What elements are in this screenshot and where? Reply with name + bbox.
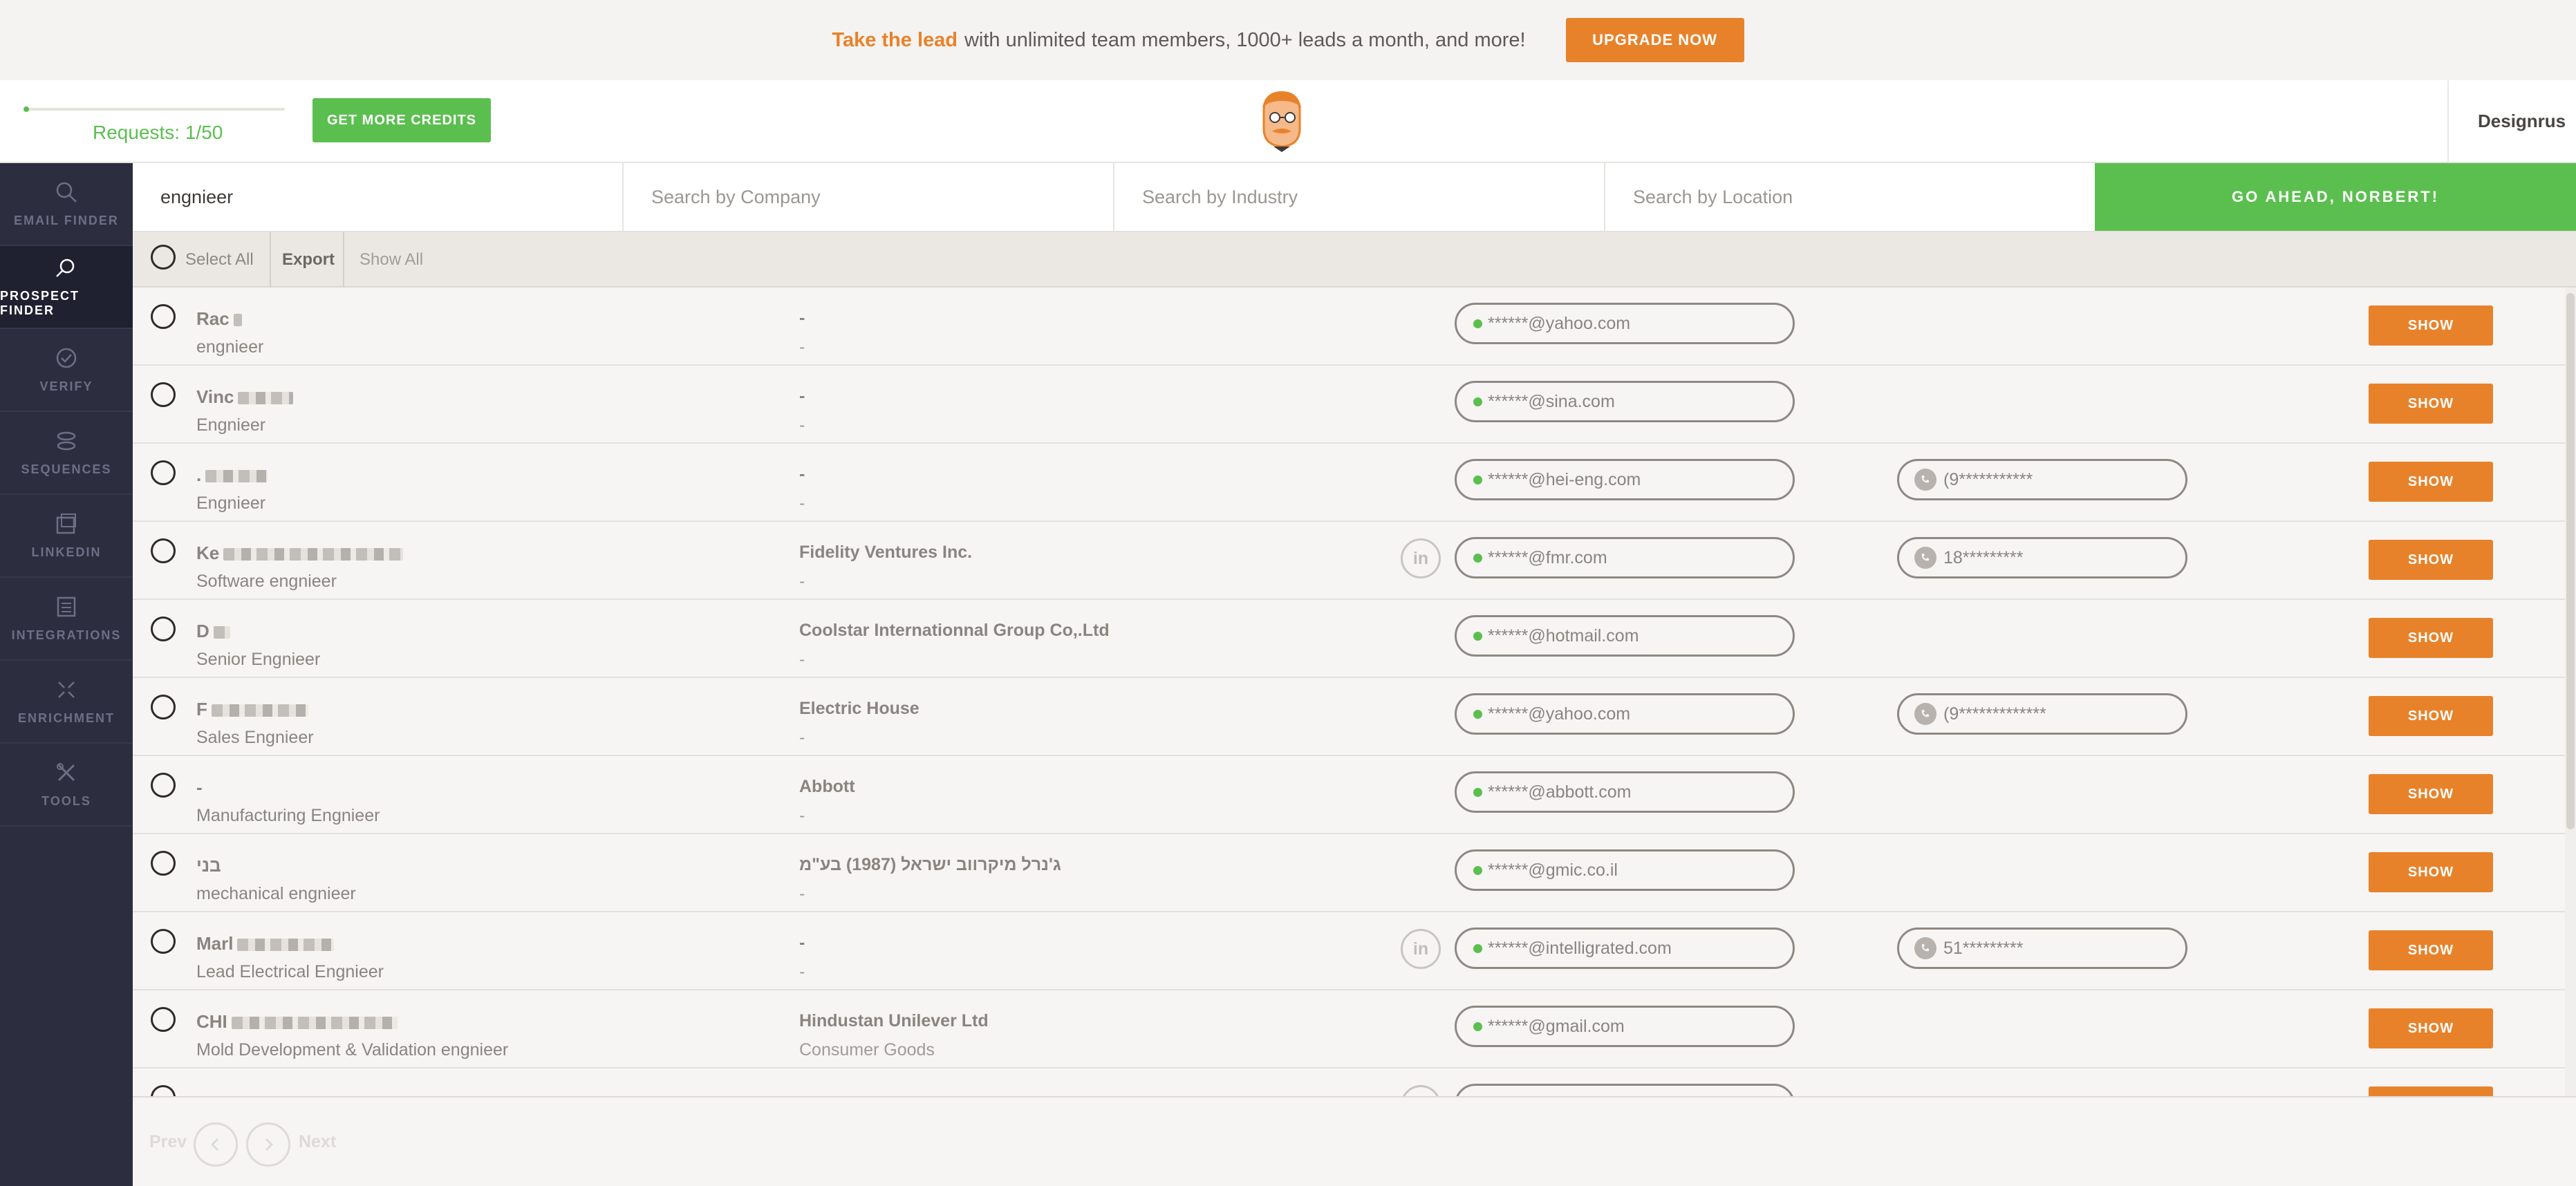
prospect-name bbox=[196, 855, 221, 876]
toolbar-divider bbox=[270, 232, 271, 288]
sidebar-item-label: EMAIL FINDER bbox=[14, 213, 119, 227]
sidebar-item-prospect-finder[interactable] bbox=[0, 246, 133, 329]
tools-icon bbox=[55, 761, 78, 784]
prospect-name bbox=[196, 699, 308, 720]
prospect-name-text: בני bbox=[196, 855, 221, 876]
keyword-search-input[interactable]: engnieer bbox=[133, 163, 624, 231]
linkedin-icon bbox=[55, 512, 78, 536]
email-pill[interactable] bbox=[1455, 693, 1795, 735]
prospect-name-text: Rac bbox=[196, 308, 230, 329]
phone-pill[interactable] bbox=[1897, 928, 2187, 969]
result-row[interactable] bbox=[133, 600, 2566, 678]
toolbar-divider bbox=[343, 232, 344, 288]
row-checkbox[interactable] bbox=[151, 929, 176, 954]
masked-email: ******@gmic.co.il bbox=[1488, 860, 1618, 880]
prospect-title: engnieer bbox=[196, 337, 264, 357]
prospect-industry: - bbox=[799, 572, 805, 591]
show-button[interactable]: SHOW bbox=[2369, 384, 2493, 424]
prospect-name-text: - bbox=[196, 777, 203, 798]
masked-email: ******@intelligrated.com bbox=[1488, 938, 1672, 958]
redacted-name-blur bbox=[223, 548, 403, 561]
email-status-dot-icon bbox=[1473, 710, 1482, 719]
redacted-name-blur bbox=[232, 1017, 398, 1029]
pagination bbox=[133, 1096, 2576, 1186]
masked-email: ******@sina.com bbox=[1488, 391, 1615, 411]
prospect-company: Abbott bbox=[799, 777, 855, 796]
sidebar-item-enrichment[interactable] bbox=[0, 661, 133, 744]
result-row[interactable] bbox=[133, 834, 2566, 912]
prospect-industry: Consumer Goods bbox=[799, 1040, 935, 1060]
show-button[interactable]: SHOW bbox=[2369, 305, 2493, 346]
email-pill[interactable] bbox=[1455, 771, 1795, 813]
sidebar-item-label: SEQUENCES bbox=[21, 462, 112, 476]
prospect-title: Senior Engnieer bbox=[196, 650, 321, 669]
email-pill[interactable] bbox=[1455, 537, 1795, 578]
prospect-company: - bbox=[799, 464, 805, 484]
show-button[interactable]: SHOW bbox=[2369, 696, 2493, 736]
email-pill[interactable] bbox=[1455, 303, 1795, 344]
row-checkbox[interactable] bbox=[151, 851, 176, 876]
header-divider bbox=[2447, 80, 2449, 162]
prospect-company: Coolstar Internationnal Group Co,.Ltd bbox=[799, 621, 1110, 640]
location-search-input[interactable]: Search by Location bbox=[1605, 163, 2096, 231]
email-status-dot-icon bbox=[1473, 866, 1482, 875]
sidebar-item-verify[interactable] bbox=[0, 329, 133, 412]
prev-page-button[interactable] bbox=[194, 1122, 238, 1167]
phone-icon bbox=[1914, 937, 1936, 959]
email-status-dot-icon bbox=[1473, 397, 1482, 406]
masked-email: ******@yahoo.com bbox=[1488, 704, 1631, 724]
industry-search-input[interactable]: Search by Industry bbox=[1114, 163, 1605, 231]
prospect-name bbox=[196, 464, 268, 486]
prospect-search-icon bbox=[55, 256, 78, 279]
promo-highlight: Take the lead bbox=[832, 28, 958, 51]
prospect-name bbox=[196, 386, 293, 408]
sidebar-item-label: TOOLS bbox=[41, 793, 91, 808]
sidebar-item-sequences[interactable] bbox=[0, 412, 133, 495]
prospect-industry: - bbox=[799, 337, 805, 357]
next-page-button[interactable] bbox=[246, 1122, 290, 1167]
masked-email: ******@abbott.com bbox=[1488, 782, 1632, 802]
prospect-company: - bbox=[799, 386, 805, 406]
masked-email: ******@gmail.com bbox=[1488, 1016, 1625, 1036]
row-checkbox[interactable] bbox=[151, 1007, 176, 1032]
email-status-dot-icon bbox=[1473, 632, 1482, 641]
linkedin-icon[interactable]: in bbox=[1401, 538, 1441, 578]
row-checkbox[interactable] bbox=[151, 773, 176, 798]
result-row[interactable] bbox=[133, 678, 2566, 756]
email-status-dot-icon bbox=[1473, 554, 1482, 563]
prospect-name-text: Ke bbox=[196, 543, 220, 563]
prospect-title: Mold Development & Validation engnieer bbox=[196, 1040, 509, 1060]
check-circle-icon bbox=[55, 346, 78, 370]
linkedin-icon[interactable]: in bbox=[1401, 929, 1441, 969]
prospect-name bbox=[196, 621, 230, 642]
search-bar bbox=[133, 163, 2576, 232]
export-button[interactable]: Export bbox=[282, 250, 335, 269]
redacted-name-blur bbox=[238, 392, 293, 404]
chevron-left-icon bbox=[208, 1137, 223, 1152]
prospect-title: Software engnieer bbox=[196, 572, 337, 591]
prospect-industry: - bbox=[799, 962, 805, 981]
requests-progress-fill bbox=[24, 106, 29, 112]
sidebar-item-label: PROSPECT FINDER bbox=[0, 289, 80, 317]
row-checkbox[interactable] bbox=[151, 382, 176, 407]
sidebar-item-label: INTEGRATIONS bbox=[11, 628, 122, 642]
show-button[interactable]: SHOW bbox=[2369, 930, 2493, 970]
phone-icon bbox=[1914, 703, 1936, 725]
result-row[interactable] bbox=[133, 444, 2566, 522]
upgrade-now-button[interactable]: UPGRADE NOW bbox=[1566, 18, 1744, 62]
results-toolbar bbox=[133, 232, 2576, 288]
select-all-checkbox[interactable] bbox=[151, 245, 176, 270]
redacted-name-blur bbox=[237, 939, 334, 951]
prospect-industry: - bbox=[799, 650, 805, 669]
show-button[interactable]: SHOW bbox=[2369, 1008, 2493, 1048]
prospect-company: - bbox=[799, 308, 805, 328]
prospect-name-text: Marl bbox=[196, 933, 234, 954]
sidebar-item-label: ENRICHMENT bbox=[18, 710, 115, 725]
prospect-company: Fidelity Ventures Inc. bbox=[799, 543, 973, 562]
show-button[interactable]: SHOW bbox=[2369, 540, 2493, 580]
redacted-name-blur bbox=[234, 314, 242, 326]
prospect-industry: - bbox=[799, 806, 805, 825]
sidebar bbox=[0, 163, 133, 1186]
phone-icon bbox=[1914, 547, 1936, 569]
row-checkbox[interactable] bbox=[151, 304, 176, 329]
row-checkbox[interactable] bbox=[151, 538, 176, 563]
get-more-credits-button[interactable]: GET MORE CREDITS bbox=[312, 98, 491, 142]
prospect-name bbox=[196, 933, 334, 954]
sequences-icon bbox=[55, 429, 78, 453]
next-label[interactable]: Next bbox=[299, 1132, 337, 1151]
masked-phone: (9*********** bbox=[1943, 469, 2033, 489]
result-row[interactable] bbox=[133, 366, 2566, 444]
prospect-name bbox=[196, 543, 403, 564]
show-button[interactable]: SHOW bbox=[2369, 774, 2493, 814]
results-scrollbar-thumb[interactable] bbox=[2566, 293, 2575, 829]
prospect-title: Lead Electrical Engnieer bbox=[196, 962, 384, 981]
result-row[interactable] bbox=[133, 990, 2566, 1069]
prospect-company: - bbox=[799, 933, 805, 952]
masked-email: ******@hei-eng.com bbox=[1488, 469, 1641, 489]
sidebar-item-email-finder[interactable] bbox=[0, 163, 133, 246]
show-button[interactable]: SHOW bbox=[2369, 462, 2493, 502]
row-checkbox[interactable] bbox=[151, 460, 176, 485]
prospect-company: ג'נרל מיקרווב ישראל (1987) בע"מ bbox=[799, 855, 1061, 874]
requests-progress-bar bbox=[24, 108, 285, 111]
email-pill[interactable] bbox=[1455, 615, 1795, 657]
app-header bbox=[0, 80, 2576, 163]
company-search-input[interactable]: Search by Company bbox=[624, 163, 1114, 231]
email-pill[interactable] bbox=[1455, 928, 1795, 969]
phone-icon bbox=[1914, 469, 1936, 491]
norbert-logo-icon[interactable] bbox=[1254, 90, 1309, 153]
sidebar-item-tools[interactable] bbox=[0, 744, 133, 827]
row-checkbox[interactable] bbox=[151, 616, 176, 641]
sidebar-item-linkedin[interactable] bbox=[0, 495, 133, 578]
show-button[interactable]: SHOW bbox=[2369, 852, 2493, 892]
chevron-right-icon bbox=[261, 1137, 276, 1152]
sidebar-item-label: LINKEDIN bbox=[31, 545, 102, 559]
email-pill[interactable] bbox=[1455, 459, 1795, 500]
prospect-industry: - bbox=[799, 415, 805, 435]
prospect-company: Hindustan Unilever Ltd bbox=[799, 1011, 989, 1030]
prospect-company: Electric House bbox=[799, 699, 920, 718]
email-pill[interactable] bbox=[1455, 381, 1795, 422]
prospect-name-text: . bbox=[196, 464, 202, 485]
email-status-dot-icon bbox=[1473, 788, 1482, 797]
account-name[interactable]: Designrus bbox=[2478, 111, 2566, 131]
row-checkbox[interactable] bbox=[151, 695, 176, 719]
promo-banner bbox=[0, 0, 2576, 80]
masked-email: ******@fmr.com bbox=[1488, 547, 1607, 567]
prospect-name-text: CHI bbox=[196, 1011, 227, 1032]
prospect-name bbox=[196, 777, 203, 798]
prospect-industry: - bbox=[799, 728, 805, 747]
prospect-name-text: Vinc bbox=[196, 386, 234, 407]
masked-phone: 51********* bbox=[1943, 938, 2024, 958]
prospect-name bbox=[196, 308, 242, 330]
redacted-name-blur bbox=[214, 626, 230, 639]
requests-counter: Requests: 1/50 bbox=[93, 122, 223, 143]
show-button[interactable]: SHOW bbox=[2369, 618, 2493, 658]
email-status-dot-icon bbox=[1473, 944, 1482, 953]
masked-email: ******@yahoo.com bbox=[1488, 313, 1631, 333]
email-pill[interactable] bbox=[1455, 1006, 1795, 1047]
integrations-icon bbox=[55, 595, 78, 619]
show-all-button[interactable]: Show All bbox=[360, 250, 424, 269]
prospect-title: Sales Engnieer bbox=[196, 728, 314, 747]
masked-phone: 18********* bbox=[1943, 547, 2024, 567]
prospect-title: Manufacturing Engnieer bbox=[196, 806, 380, 825]
sidebar-item-integrations[interactable] bbox=[0, 578, 133, 661]
prev-label[interactable]: Prev bbox=[149, 1132, 187, 1151]
enrichment-icon bbox=[55, 678, 78, 702]
email-pill[interactable] bbox=[1455, 849, 1795, 891]
prospect-name-text: D bbox=[196, 621, 209, 641]
email-status-dot-icon bbox=[1473, 319, 1482, 328]
phone-pill[interactable] bbox=[1897, 459, 2187, 500]
results-list bbox=[133, 288, 2576, 1096]
email-status-dot-icon bbox=[1473, 1022, 1482, 1031]
select-all-label[interactable]: Select All bbox=[185, 250, 254, 269]
go-ahead-button[interactable]: GO AHEAD, NORBERT! bbox=[2095, 163, 2576, 231]
promo-text: with unlimited team members, 1000+ leads a month, and more! bbox=[964, 28, 1526, 51]
prospect-title: mechanical engnieer bbox=[196, 884, 356, 903]
result-row[interactable] bbox=[133, 288, 2566, 366]
sidebar-item-label: VERIFY bbox=[39, 379, 93, 393]
email-status-dot-icon bbox=[1473, 476, 1482, 484]
redacted-name-blur bbox=[212, 704, 308, 717]
prospect-title: Engnieer bbox=[196, 493, 266, 513]
result-row[interactable] bbox=[133, 756, 2566, 834]
prospect-title: Engnieer bbox=[196, 415, 266, 435]
result-row[interactable] bbox=[133, 912, 2566, 990]
search-icon bbox=[55, 180, 78, 204]
prospect-name-text: F bbox=[196, 699, 207, 719]
prospect-industry: - bbox=[799, 493, 805, 513]
phone-pill[interactable] bbox=[1897, 537, 2187, 578]
redacted-name-blur bbox=[205, 470, 268, 482]
masked-email: ******@hotmail.com bbox=[1488, 625, 1639, 646]
prospect-name bbox=[196, 1011, 398, 1033]
masked-phone: (9************* bbox=[1943, 704, 2046, 724]
result-row[interactable] bbox=[133, 522, 2566, 600]
phone-pill[interactable] bbox=[1897, 693, 2187, 735]
prospect-industry: - bbox=[799, 884, 805, 903]
